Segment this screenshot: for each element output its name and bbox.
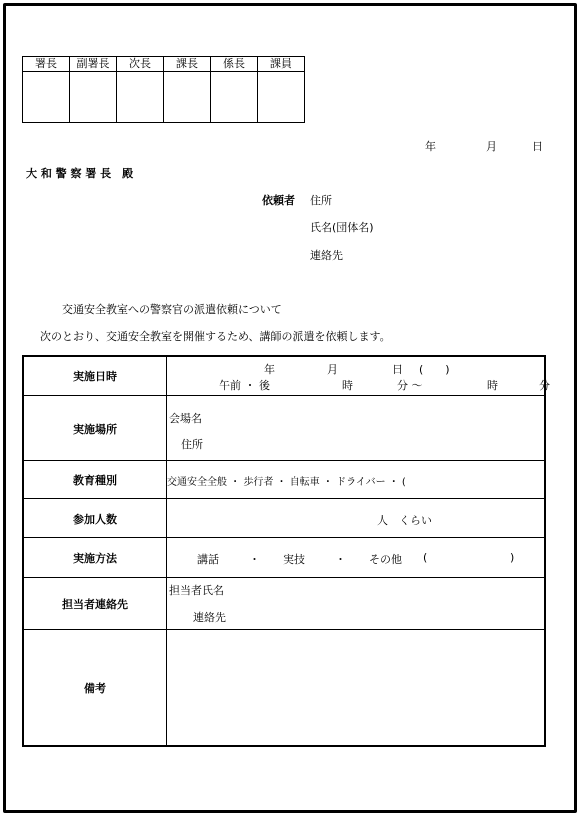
method-paren-open: ( xyxy=(423,551,428,564)
stamp-cell[interactable] xyxy=(211,72,258,123)
method-paren-close: ) xyxy=(510,551,515,564)
method-separator: ・ xyxy=(249,553,260,566)
venue-label: 会場名 xyxy=(169,412,202,425)
row-people xyxy=(24,498,544,538)
stamp-cell[interactable] xyxy=(117,72,164,123)
row-contact xyxy=(24,577,544,630)
date-day: 日 xyxy=(532,140,543,153)
stamp-header: 課長 xyxy=(164,57,211,72)
requester-label: 依頼者 xyxy=(262,194,295,207)
label-remarks: 備考 xyxy=(24,630,167,745)
addressee: 大 和 警 察 署 長 殿 xyxy=(26,167,134,180)
requester-address-label: 住所 xyxy=(310,194,332,207)
people-unit: 人 くらい xyxy=(377,514,432,527)
row-place xyxy=(24,395,544,461)
value-contact[interactable] xyxy=(167,578,544,630)
place-address-label: 住所 xyxy=(181,438,203,451)
value-method[interactable] xyxy=(167,538,544,578)
date-year: 年 xyxy=(425,140,436,153)
request-table xyxy=(22,355,550,747)
requester-contact-label: 連絡先 xyxy=(310,249,343,262)
stamp-header: 次長 xyxy=(117,57,164,72)
row-remarks xyxy=(24,629,544,745)
stamp-header: 係長 xyxy=(211,57,258,72)
stamp-header: 署長 xyxy=(23,57,70,72)
approval-stamp-boxes xyxy=(22,56,305,123)
date-year-unit: 年 xyxy=(264,363,275,376)
requester-name-label: 氏名(団体名) xyxy=(310,221,374,234)
value-people[interactable] xyxy=(167,499,544,538)
contact-phone-label: 連絡先 xyxy=(193,611,226,624)
contact-name-label: 担当者氏名 xyxy=(169,584,224,597)
type-options: 交通安全全般 ・ 歩行者 ・ 自転車 ・ ドライバー ・ ( xyxy=(167,477,406,488)
label-date: 実施日時 xyxy=(24,357,167,395)
time-min-end: 分 xyxy=(539,379,550,392)
label-method: 実施方法 xyxy=(24,538,167,578)
stamp-cell[interactable] xyxy=(258,72,305,123)
stamp-header: 副署長 xyxy=(70,57,117,72)
value-type[interactable] xyxy=(167,461,544,499)
date-month: 月 xyxy=(486,140,497,153)
method-lecture[interactable]: 講話 xyxy=(197,553,219,566)
stamp-cell[interactable] xyxy=(70,72,117,123)
method-separator: ・ xyxy=(335,553,346,566)
date-day-unit: 日 xyxy=(392,363,403,376)
stamp-header: 課員 xyxy=(258,57,305,72)
time-ampm: 午前 ・ 後 xyxy=(219,379,270,392)
label-people: 参加人数 xyxy=(24,499,167,538)
label-place: 実施場所 xyxy=(24,396,167,461)
method-practical[interactable]: 実技 xyxy=(283,553,305,566)
subject-line: 交通安全教室への警察官の派遣依頼について xyxy=(62,303,282,316)
label-contact: 担当者連絡先 xyxy=(24,578,167,630)
row-date xyxy=(24,357,550,395)
method-other[interactable]: その他 xyxy=(369,553,402,566)
stamp-cell[interactable] xyxy=(164,72,211,123)
stamp-cell[interactable] xyxy=(23,72,70,123)
value-place[interactable] xyxy=(167,396,544,461)
time-hour-end: 時 xyxy=(487,379,498,392)
date-month-unit: 月 xyxy=(327,363,338,376)
row-method xyxy=(24,537,544,578)
body-text: 次のとおり、交通安全教室を開催するため、講師の派遣を依頼します。 xyxy=(40,330,391,343)
row-type xyxy=(24,460,544,499)
value-remarks[interactable] xyxy=(167,630,544,745)
value-date[interactable] xyxy=(167,357,550,395)
time-hour-start: 時 xyxy=(342,379,353,392)
label-type: 教育種別 xyxy=(24,461,167,499)
time-min-start: 分 〜 xyxy=(397,379,423,392)
date-weekday-paren: ( ) xyxy=(419,363,450,376)
